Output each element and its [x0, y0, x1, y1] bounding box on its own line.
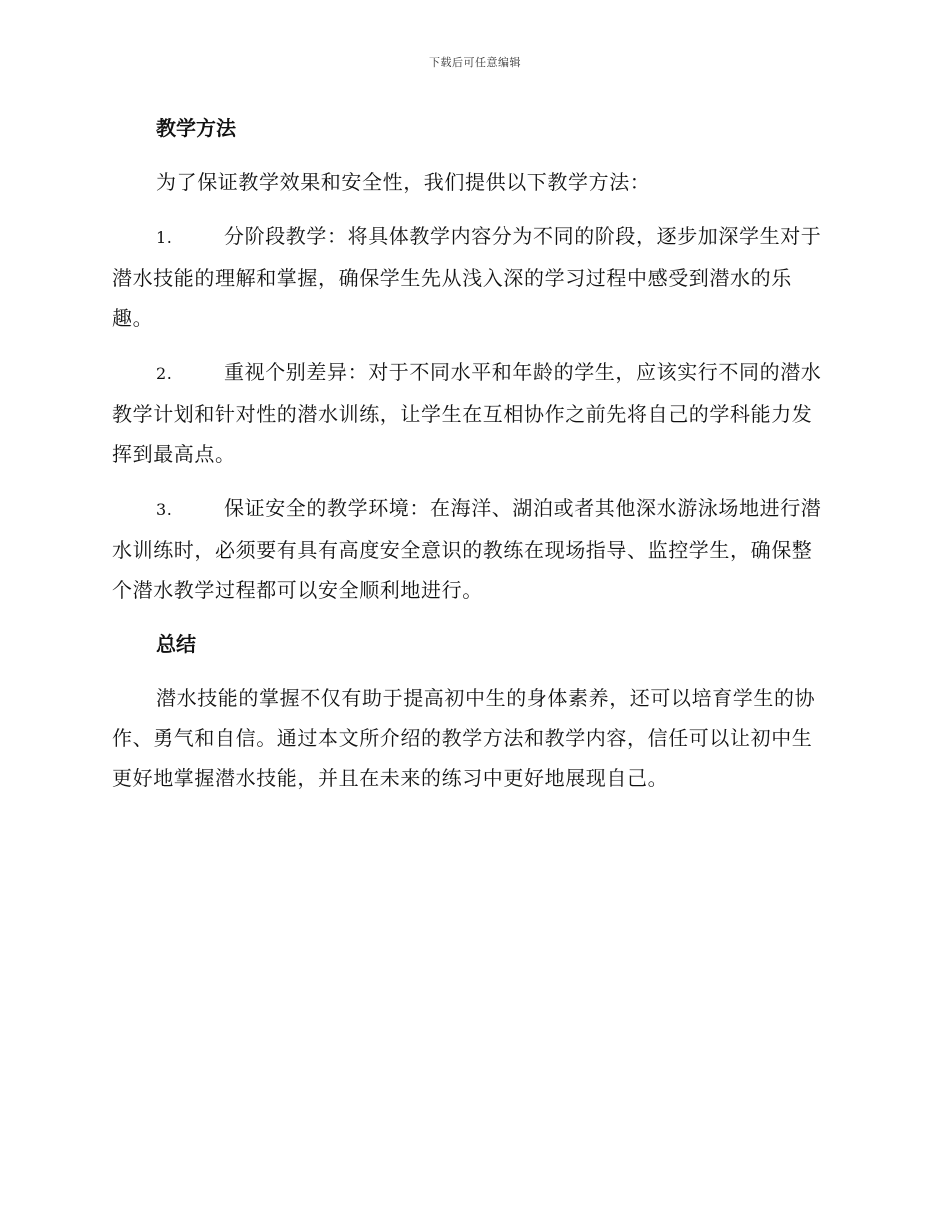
list-number: 1.	[156, 228, 173, 247]
summary-paragraph: 潜水技能的掌握不仅有助于提高初中生的身体素养，还可以培育学生的协作、勇气和自信。通过本文所介绍的教学方法和教学内容，信任可以让初中生更好地掌握潜水技能，并且在未来的练习中更好地展现自己。	[112, 686, 816, 790]
list-item-3	[112, 488, 832, 610]
section-heading-summary: 总结	[156, 632, 196, 656]
list-number: 3.	[156, 500, 173, 519]
intro-paragraph: 为了保证教学效果和安全性，我们提供以下教学方法：	[156, 170, 651, 194]
list-item-text: 分阶段教学：将具体教学内容分为不同的阶段，逐步加深学生对于潜水技能的理解和掌握，确保学生先从浅入深的学习过程中感受到潜水的乐趣。	[112, 224, 822, 330]
list-number: 2.	[156, 364, 173, 383]
list-item-1	[112, 216, 832, 338]
list-item-2	[112, 352, 832, 474]
list-item-text: 保证安全的教学环境：在海洋、湖泊或者其他深水游泳场地进行潜水训练时，必须要有具有高度安全意识的教练在现场指导、监控学生，确保整个潜水教学过程都可以安全顺利地进行。	[112, 496, 822, 602]
list-item-text: 重视个别差异：对于不同水平和年龄的学生，应该实行不同的潜水教学计划和针对性的潜水训练，让学生在互相协作之前先将自己的学科能力发挥到最高点。	[112, 360, 822, 466]
document-body	[112, 108, 832, 798]
section-heading-teaching-methods: 教学方法	[156, 116, 236, 140]
header-note: 下载后可任意编辑	[429, 56, 521, 69]
